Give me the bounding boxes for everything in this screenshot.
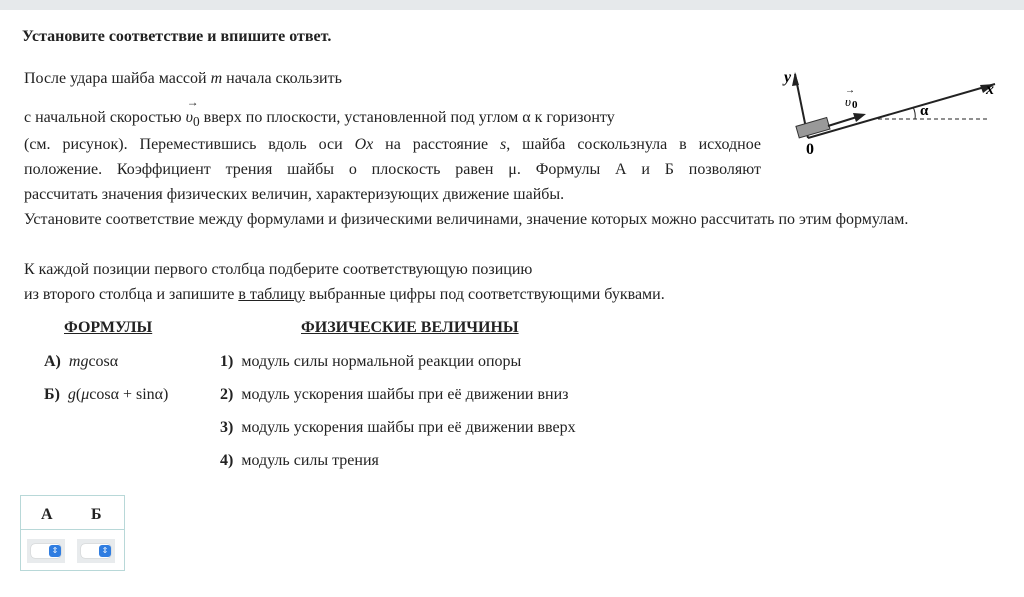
divider bbox=[21, 529, 124, 530]
incline-diagram bbox=[770, 60, 1010, 160]
top-bar bbox=[0, 0, 1024, 10]
y-axis-arrow-icon bbox=[792, 72, 799, 86]
text-line: положение. Коэффициент трения шайбы о плоскость равен μ. Формулы А и Б позволяют bbox=[24, 161, 761, 178]
column-b-header: Б bbox=[91, 506, 102, 523]
text-line: (см. рисунок). Переместившись вдоль оси Ox на расстояние s, шайба соскользнула в исходное bbox=[24, 136, 762, 153]
text-line: После удара шайба массой m начала скользить bbox=[24, 70, 342, 87]
text-line: с начальной скоростью → $\upsilon_0$ вверх по плоскости, установленной под углом α к горизонту bbox=[24, 95, 615, 130]
origin-label: 0 bbox=[806, 141, 814, 158]
v0-label: υ bbox=[845, 94, 851, 109]
y-label: y bbox=[784, 69, 792, 86]
answer-table bbox=[20, 495, 125, 571]
quantity-1: 1) модуль силы нормальной реакции опоры bbox=[220, 353, 522, 370]
alpha-label: α bbox=[920, 103, 929, 119]
v0-vector-arrow: → bbox=[845, 85, 855, 96]
task-title: Установите соответствие и впишите ответ. bbox=[22, 28, 332, 45]
quantity-2: 2) модуль ускорения шайбы при её движении вниз bbox=[220, 386, 569, 403]
v0-subscript: 0 bbox=[852, 99, 858, 111]
angle-arc bbox=[913, 107, 915, 119]
select-arrows-icon: ⇕ bbox=[49, 545, 61, 557]
formula-b: Б) g(μcosα + sinα) bbox=[44, 386, 169, 403]
text-paragraph: Установите соответствие между формулами и физическими величинами, значение которых можно рассчитать по этим формулам. bbox=[24, 211, 909, 228]
answer-b-select[interactable] bbox=[77, 539, 115, 563]
select-arrows-icon: ⇕ bbox=[99, 545, 111, 557]
quantity-3: 3) модуль ускорения шайбы при её движении вверх bbox=[220, 419, 576, 436]
text-line: из второго столбца и запишите в таблицу выбранные цифры под соответствующими буквами. bbox=[24, 286, 665, 303]
x-axis bbox=[808, 84, 995, 138]
quantities-header: ФИЗИЧЕСКИЕ ВЕЛИЧИНЫ bbox=[301, 319, 519, 336]
puck bbox=[796, 118, 830, 138]
table-link[interactable]: в таблицу bbox=[238, 286, 306, 303]
velocity-arrow-icon bbox=[853, 113, 866, 122]
column-a-header: А bbox=[41, 506, 53, 523]
quantity-4: 4) модуль силы трения bbox=[220, 452, 379, 469]
text-line: К каждой позиции первого столбца подберите соответствующую позицию bbox=[24, 261, 533, 278]
x-label: x bbox=[986, 81, 994, 98]
answer-a-select[interactable] bbox=[27, 539, 65, 563]
text-line: рассчитать значения физических величин, характеризующих движение шайбы. bbox=[24, 186, 565, 203]
formulas-header: ФОРМУЛЫ bbox=[64, 319, 153, 336]
formula-a: А) mgcosα bbox=[44, 353, 119, 370]
